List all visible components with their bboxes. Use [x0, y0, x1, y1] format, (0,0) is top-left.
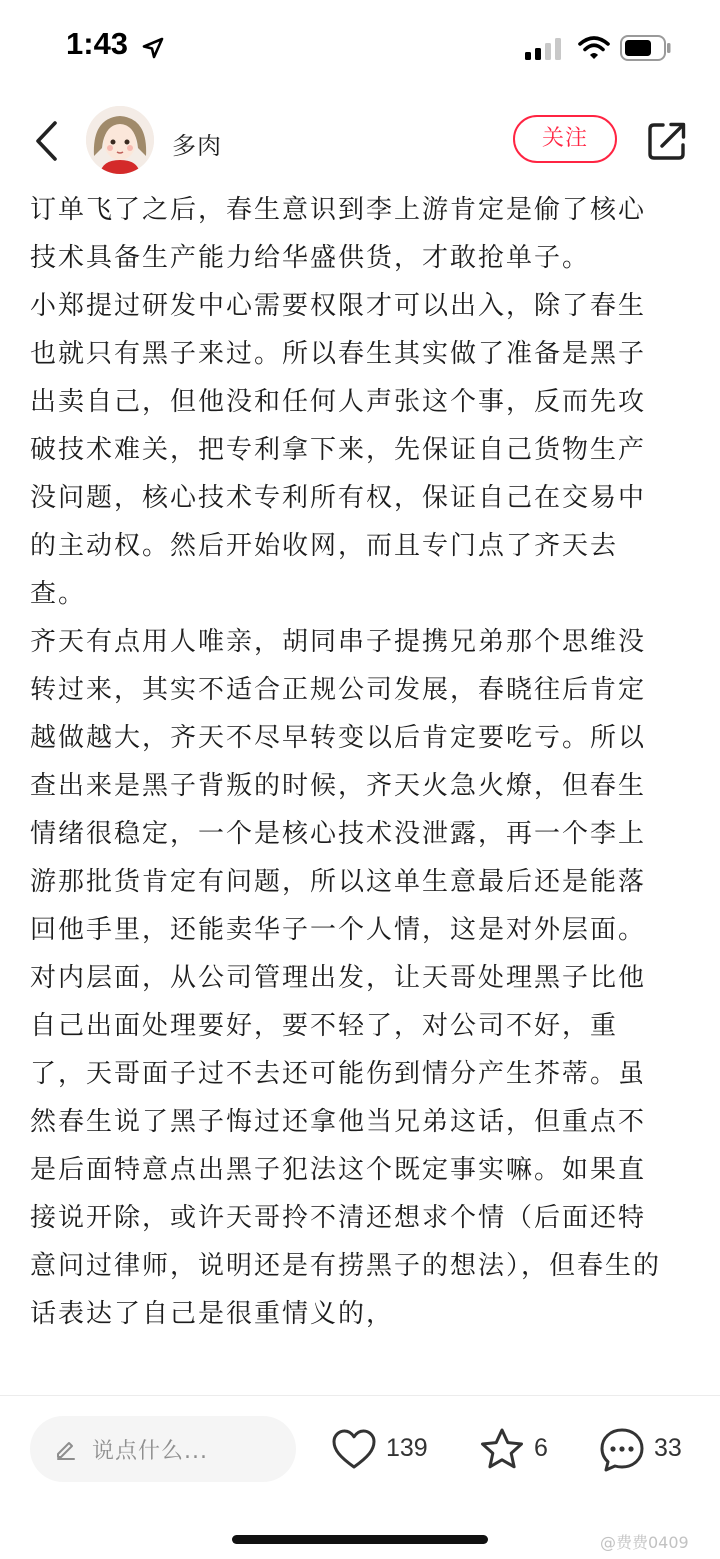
status-bar [0, 0, 720, 96]
comment-count: 33 [654, 1434, 682, 1462]
article-paragraph: 小郑提过研发中心需要权限才可以出入，除了春生也就只有黑子来过。所以春生其实做了准备是黑子出卖自己，但他没和任何人声张这个事，反而先攻破技术难关，把专利拿下来，先保证自己货物生产没问题，核心技术专利所有权，保证自己在交易中的主动权。然后开始收网，而且专门点了齐天去查。 [30, 291, 647, 609]
author-name[interactable]: 多肉 [172, 132, 222, 160]
like-count: 139 [386, 1434, 428, 1462]
star-count: 6 [534, 1434, 548, 1462]
location-arrow-icon [141, 36, 165, 60]
like-button[interactable] [330, 1426, 440, 1474]
star-icon [478, 1426, 526, 1474]
watermark: @费费0409 [600, 1533, 689, 1552]
comment-button[interactable] [598, 1426, 694, 1474]
article-paragraph: 齐天有点用人唯亲，胡同串子提携兄弟那个思维没转过来，其实不适合正规公司发展，春晓往后肯定越做越大，齐天不尽早转变以后肯定要吃亏。所以查出来是黑子背叛的时候，齐天火急火燎，但春生情绪很稳定，一个是核心技术没泄露，再一个李上游那批货肯定有问题，所以这单生意最后还是能落回他手里，还能卖华子一个人情，这是对外层面。 [30, 627, 647, 945]
article-body [30, 186, 670, 1394]
engagement-bar [0, 1396, 720, 1506]
comment-bubble-icon [598, 1426, 646, 1474]
pencil-icon [54, 1437, 78, 1461]
home-indicator[interactable] [232, 1535, 488, 1544]
collect-button[interactable] [478, 1426, 558, 1474]
cellular-signal-icon [525, 38, 563, 60]
follow-button[interactable]: 关注 [513, 115, 617, 163]
comment-placeholder: 说点什么... [92, 1439, 208, 1464]
comment-input[interactable] [30, 1416, 296, 1482]
author-avatar[interactable] [86, 106, 154, 174]
battery-icon [620, 35, 672, 61]
wifi-icon [578, 36, 610, 60]
status-time: 1:43 [66, 26, 129, 61]
article-paragraph: 对内层面，从公司管理出发，让天哥处理黑子比他自己出面处理要好，要不轻了，对公司不好，重了，天哥面子过不去还可能伤到情分产生芥蒂。虽然春生说了黑子悔过还拿他当兄弟这话，但重点不是后面特意点出黑子犯法这个既定事实嘛。如果直接说开除，或许天哥拎不清还想求个情（后面还特意问过律师，说明还是有捞黑子的想法），但春生的话表达了自己是很重情义的， [30, 963, 662, 1329]
share-icon[interactable] [646, 120, 688, 162]
heart-icon [330, 1426, 378, 1474]
author-header [0, 100, 720, 184]
article-paragraph: 订单飞了之后，春生意识到李上游肯定是偷了核心技术具备生产能力给华盛供货，才敢抢单子。 [30, 195, 647, 273]
back-arrow-icon[interactable] [28, 118, 68, 164]
